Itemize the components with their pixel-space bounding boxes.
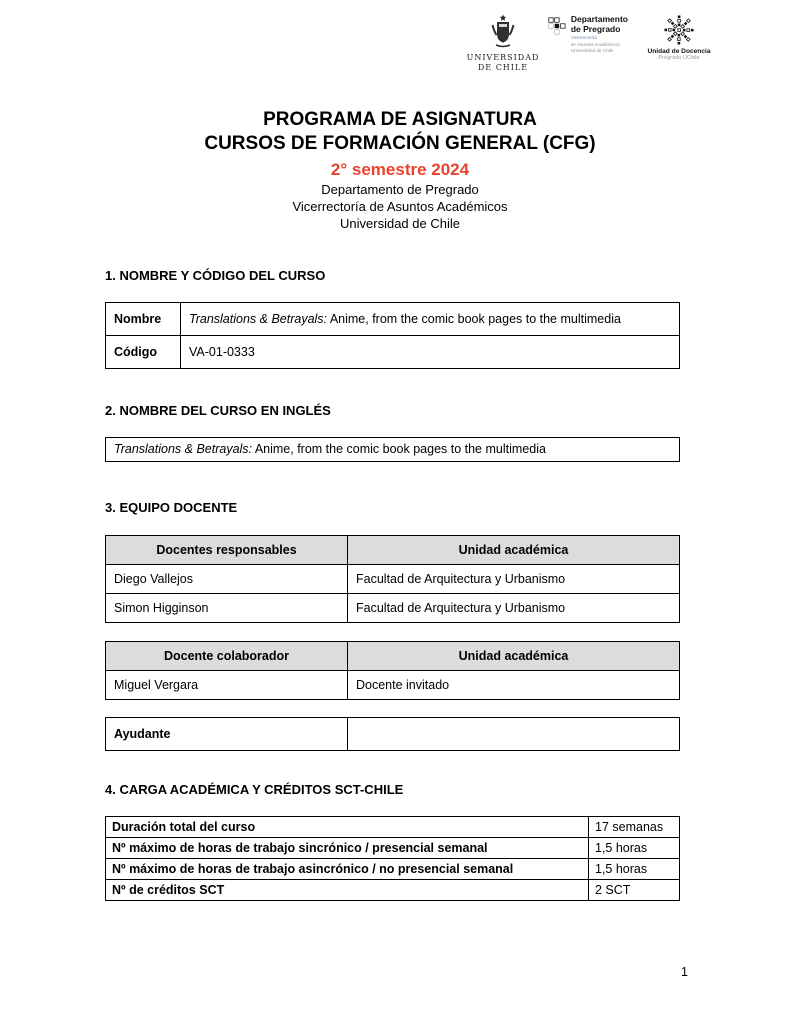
assistant-value-cell: [348, 718, 680, 751]
table-row: [106, 565, 680, 594]
responsible-teachers-table: [105, 535, 680, 623]
english-title-rest: Anime, from the comic book pages to the multimedia: [252, 442, 546, 456]
academic-load-table: [105, 816, 680, 901]
subtitle-vicerrectoria: Vicerrectoría de Asuntos Académicos: [292, 199, 508, 214]
pregrado-logo-sub-line2: de Asuntos Académicos: [570, 41, 620, 47]
doc-title-line2: CURSOS DE FORMACIÓN GENERAL (CFG): [204, 133, 596, 154]
pregrado-logo: [548, 14, 628, 54]
table-row: [106, 718, 680, 751]
docencia-pinwheel-icon: [663, 14, 695, 46]
table-row: [106, 859, 680, 880]
docencia-logo-sub: Pregrado UChile: [658, 55, 700, 61]
uchile-logo: [466, 14, 540, 73]
assistant-label-cell: Ayudante: [106, 718, 348, 751]
pregrado-squares-icon: [548, 14, 566, 38]
course-name-code-table: [105, 302, 680, 369]
course-title-rest: Anime, from the comic book pages to the multimedia: [327, 312, 621, 326]
table-row: [106, 838, 680, 859]
table-row: [106, 817, 680, 838]
load-label-cell: Nº de créditos SCT: [106, 880, 589, 901]
table-row: [106, 671, 680, 700]
document-body: [105, 268, 680, 901]
teacher-name-cell: Simon Higginson: [106, 594, 348, 623]
uchile-logo-text-line2: DE CHILE: [477, 63, 529, 72]
load-value-cell: 1,5 horas: [589, 838, 680, 859]
load-value-cell: 2 SCT: [589, 880, 680, 901]
load-value-cell: 17 semanas: [589, 817, 680, 838]
code-label-cell: Código: [106, 336, 181, 369]
pregrado-logo-sub-line3: Universidad de Chile: [570, 48, 614, 54]
section3-heading: 3. EQUIPO DOCENTE: [105, 500, 238, 515]
doc-title-line1: PROGRAMA DE ASIGNATURA: [263, 109, 537, 130]
academic-unit-col-header: Unidad académica: [348, 642, 680, 671]
load-value-cell: 1,5 horas: [589, 859, 680, 880]
docencia-logo-title: Unidad de Docencia: [647, 48, 711, 55]
section2-heading: 2. NOMBRE DEL CURSO EN INGLÉS: [105, 403, 331, 418]
semester-line: 2° semestre 2024: [330, 160, 470, 179]
page-number: 1: [681, 965, 688, 979]
docencia-logo: [644, 14, 714, 61]
pregrado-logo-title-line2: de Pregrado: [570, 23, 621, 34]
table-row: [106, 880, 680, 901]
name-label-cell: Nombre: [106, 303, 181, 336]
table-row-nombre: [106, 303, 680, 336]
course-title-italic: Translations & Betrayals:: [189, 312, 328, 326]
subtitle-departamento: Departamento de Pregrado: [321, 182, 479, 197]
teacher-unit-cell: Docente invitado: [348, 671, 680, 700]
collaborating-teacher-col-header: Docente colaborador: [106, 642, 348, 671]
section4-heading: 4. CARGA ACADÉMICA Y CRÉDITOS SCT-CHILE: [105, 782, 404, 797]
code-value-cell: VA-01-0333: [181, 336, 680, 369]
responsible-teachers-col-header: Docentes responsables: [106, 536, 348, 565]
english-title-italic: Translations & Betrayals:: [114, 442, 253, 456]
table-header-row: [106, 642, 680, 671]
teacher-unit-cell: Facultad de Arquitectura y Urbanismo: [348, 565, 680, 594]
table-row-codigo: [106, 336, 680, 369]
name-value-cell: [181, 303, 680, 336]
pregrado-logo-sub-line1: Vicerrectoría: [570, 35, 597, 40]
uchile-logo-text-line1: UNIVERSIDAD: [466, 53, 540, 62]
collaborating-teacher-table: [105, 641, 680, 700]
pregrado-logo-title-line1: Departamento: [570, 14, 628, 24]
load-label-cell: Duración total del curso: [106, 817, 589, 838]
load-label-cell: Nº máximo de horas de trabajo asincrónico / no presencial semanal: [106, 859, 589, 880]
uchile-crest-icon: [488, 14, 518, 50]
section1-heading: 1. NOMBRE Y CÓDIGO DEL CURSO: [105, 268, 326, 283]
teacher-name-cell: Miguel Vergara: [106, 671, 348, 700]
subtitle-universidad: Universidad de Chile: [340, 216, 460, 231]
logo-strip: [466, 14, 714, 73]
teacher-unit-cell: Facultad de Arquitectura y Urbanismo: [348, 594, 680, 623]
academic-unit-col-header: Unidad académica: [348, 536, 680, 565]
table-row: [106, 594, 680, 623]
load-label-cell: Nº máximo de horas de trabajo sincrónico / presencial semanal: [106, 838, 589, 859]
teacher-name-cell: Diego Vallejos: [106, 565, 348, 594]
english-name-box: [105, 437, 680, 462]
table-header-row: [106, 536, 680, 565]
assistant-table: [105, 717, 680, 751]
